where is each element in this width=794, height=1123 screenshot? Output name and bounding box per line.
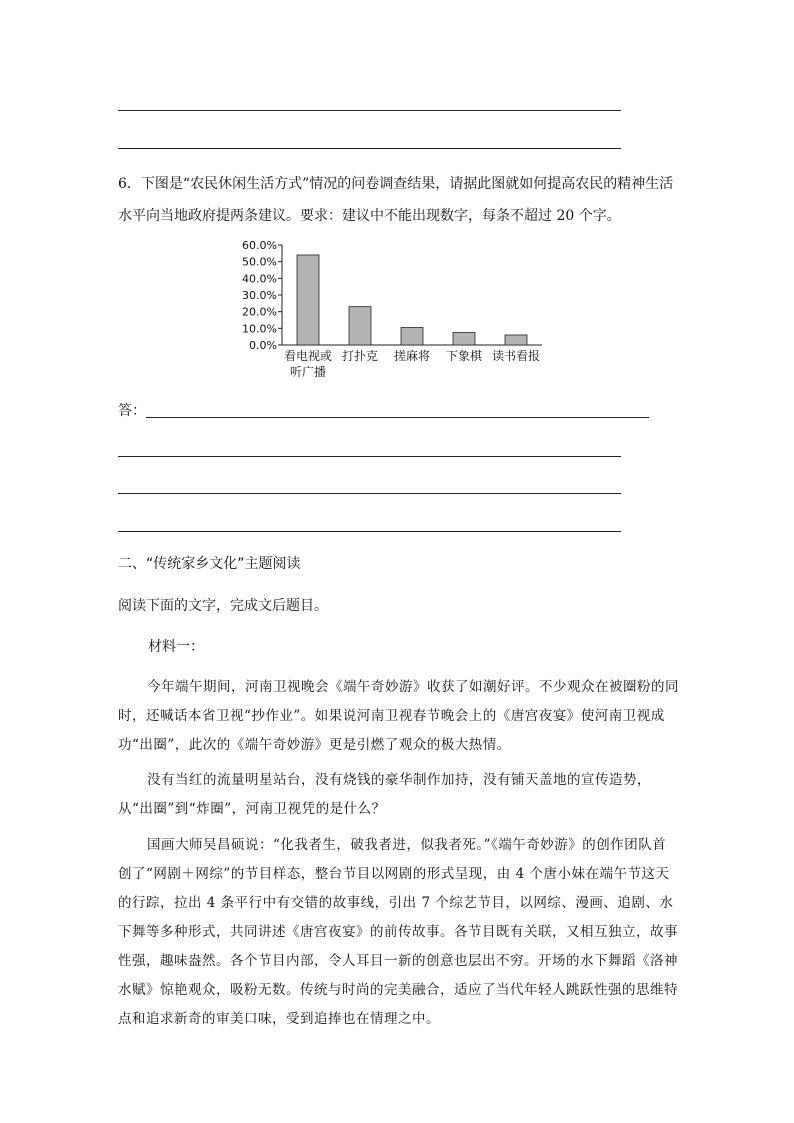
x-category-label: 看电视或 — [283, 349, 333, 363]
material-label: 材料一： — [148, 639, 204, 655]
x-category-label: 读书看报 — [491, 349, 541, 363]
bar — [401, 328, 423, 346]
question-6-line-1: 6．下图是“农民休闲生活方式”情况的问卷调查结果，请据此图就如何提高农民的精神生活 — [118, 176, 674, 192]
bar — [453, 333, 475, 346]
y-tick-label: 10.0% — [242, 322, 277, 336]
bar-chart — [230, 235, 560, 385]
paragraph-1: 今年端午期间，河南卫视晚会《端午奇妙游》收获了如潮好评。不少观众在被圈粉的同时，还喊话本省卫视“抄作业”。如果说河南卫视春节晚会上的《唐宫夜宴》使河南卫视成功“出圈”，此次的《端午奇妙游》更是引燃了观众的极大热情。 — [118, 679, 679, 753]
reading-instruction: 阅读下面的文字，完成文后题目。 — [118, 598, 328, 614]
x-category-label: 打扑克 — [341, 349, 379, 363]
answer-line — [118, 110, 621, 111]
answer-line — [118, 148, 621, 149]
paragraph-2: 没有当红的流量明星站台，没有烧钱的豪华制作加持，没有铺天盖地的宣传造势，从“出圈”到“炸圈”，河南卫视凭的是什么？ — [118, 772, 651, 817]
section-2-title: 二、“传统家乡文化”主题阅读 — [118, 556, 301, 572]
bar — [349, 307, 371, 345]
y-tick-label: 30.0% — [242, 289, 277, 302]
x-category-label: 下象棋 — [445, 349, 483, 363]
answer-line[interactable] — [118, 493, 621, 494]
y-tick-label: 60.0% — [242, 239, 277, 252]
answer-line[interactable] — [118, 531, 621, 532]
question-6 — [118, 168, 678, 232]
question-6-line-2: 水平向当地政府提两条建议。要求：建议中不能出现数字，每条不超过 20 个字。 — [118, 208, 621, 224]
x-category-label: 听广播 — [289, 365, 327, 379]
bar — [297, 255, 319, 345]
y-tick-label: 0.0% — [249, 339, 277, 352]
x-category-label: 搓麻将 — [393, 349, 431, 363]
y-tick-label: 40.0% — [242, 272, 277, 286]
y-tick-label: 20.0% — [242, 305, 277, 319]
bar — [505, 335, 527, 345]
y-tick-label: 50.0% — [242, 255, 277, 269]
answer-line[interactable] — [146, 417, 649, 418]
answer-label: 答： — [118, 403, 146, 419]
answer-line[interactable] — [118, 456, 621, 457]
paragraph-3: 国画大师吴昌硕说：“化我者生，破我者进，似我者死。”《端午奇妙游》的创作团队首创了“网剧＋网综”的节目样态，整台节目以网剧的形式呈现，由 4 个唐小妹在端午节这天的行踪，拉出 4 条平行中有交错的故事线，引出 7 个综艺节目，以网综、漫画、追剧、水下舞等多种形式，共同讲述《唐宫夜宴》的前传故事。各节目既有关联，又相互独立，故事性强，趣味盎然。各个节目内部，令人耳目一新的创意也层出不穷。开场的水下舞蹈《洛神水赋》惊艳观众，吸粉无数。传统与时尚的完美融合，适应了当代年轻人跳跃性强的思维特点和追求新奇的审美口味，受到追捧也在情理之中。 — [118, 837, 678, 1027]
